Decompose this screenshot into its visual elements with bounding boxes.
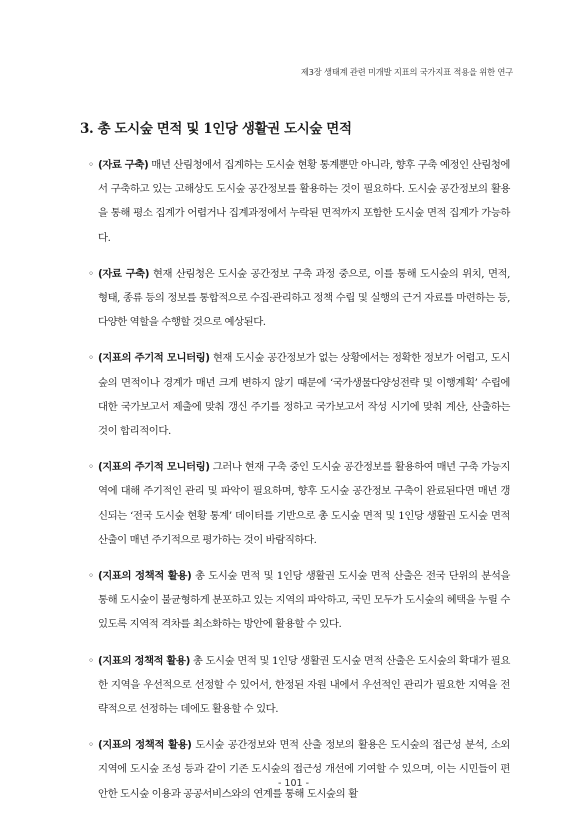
paragraph-5: [88, 564, 510, 637]
paragraph-text: 현재 도시숲 공간정보가 없는 상황에서는 정확한 정보가 어렵고, 도시숲의 면적이나 경계가 매년 크게 변하지 않기 때문에 ‘국가생물다양성전략 및 이행계획’ 수립에 대한 국가보고서 제출에 맞춰 갱신 주기를 정하고 국가보고서 작성 시기에 맞춰 계산, 산출하는 것이 합리적이다.: [98, 352, 510, 438]
bullet-icon: ◦: [88, 654, 94, 667]
running-header: 제3장 생태계 관련 미개발 지표의 국가지표 적용을 위한 연구: [300, 67, 513, 77]
paragraph-1: [88, 153, 510, 250]
paragraph-tag: (자료 구축): [98, 267, 150, 280]
paragraph-tag: (지표의 정책적 활용): [98, 654, 190, 667]
bullet-icon: ◦: [88, 159, 94, 171]
bullet-icon: ◦: [88, 352, 94, 365]
section-title: 3. 총 도시숲 면적 및 1인당 생활권 도시숲 면적: [80, 121, 352, 137]
bullet-icon: ◦: [88, 461, 94, 474]
paragraph-4: [88, 455, 510, 552]
paragraph-tag: (자료 구축): [98, 159, 149, 171]
paragraph-2: [88, 262, 510, 335]
paragraph-text: 그러나 현재 구축 중인 도시숲 공간정보를 활용하여 매년 구축 가능지역에 대해 주기적인 관리 및 파악이 필요하며, 향후 도시숲 공간정보 구축이 완료된다면 매년 갱신되는 ‘전국 도시숲 현황 통계’ 데이터를 기반으로 총 도시숲 면적 및 1인당 생활권 도시숲 면적 산출이 매년 주기적으로 평가하는 것이 바람직하다.: [98, 461, 510, 546]
paragraph-7: [88, 733, 510, 806]
paragraph-text: 현재 산림청은 도시숲 공간정보 구축 과정 중으로, 이를 통해 도시숲의 위치, 면적, 형태, 종류 등의 정보를 통합적으로 수집·관리하고 정책 수립 및 실행의 근거 자료를 마련하는 등, 다양한 역할을 수행할 것으로 예상된다.: [98, 267, 510, 329]
bullet-icon: ◦: [88, 570, 94, 583]
page-number: - 101 -: [277, 778, 310, 789]
paragraph-tag: (지표의 정책적 활용): [98, 570, 192, 583]
bullet-icon: ◦: [88, 739, 94, 752]
paragraph-tag: (지표의 주기적 모니터링): [98, 352, 210, 365]
paragraph-3: [88, 346, 510, 443]
paragraph-6: [88, 649, 510, 722]
paragraph-tag: (지표의 주기적 모니터링): [98, 461, 210, 474]
paragraph-text: 총 도시숲 면적 및 1인당 생활권 도시숲 면적 산출은 전국 단위의 분석을 통해 도시숲이 불균형하게 분포하고 있는 지역의 파악하고, 국민 모두가 도시숲의 혜택을 누릴 수 있도록 지역적 격차를 최소화하는 방안에 활용할 수 있다.: [98, 570, 510, 631]
paragraph-text: 총 도시숲 면적 및 1인당 생활권 도시숲 면적 산출은 도시숲의 확대가 필요한 지역을 우선적으로 선정할 수 있어서, 한정된 자원 내에서 우선적인 관리가 필요한 지역을 전략적으로 선정하는 데에도 활용할 수 있다.: [98, 654, 510, 716]
bullet-icon: ◦: [88, 267, 94, 280]
paragraph-text: 매년 산림청에서 집계하는 도시숲 현황 통계뿐만 아니라, 향후 구축 예정인 산림청에서 구축하고 있는 고해상도 도시숲 공간정보를 활용하는 것이 필요하다. 도시숲 공간정보의 활용을 통해 평소 집계가 어렵거나 집계과정에서 누락된 면적까지 포함한 도시숲 면적 집계가 가능하다.: [98, 159, 510, 244]
paragraph-tag: (지표의 정책적 활용): [98, 739, 192, 752]
body-content: [88, 153, 510, 818]
paragraph-text: 도시숲 공간정보와 면적 산출 정보의 활용은 도시숲의 접근성 분석, 소외 지역에 도시숲 조성 등과 같이 기존 도시숲의 접근성 개선에 기여할 수 있으며, 이는 시민들이 편안한 도시숲 이용과 공공서비스와의 연계를 통해 도시숲의 활: [98, 739, 510, 800]
